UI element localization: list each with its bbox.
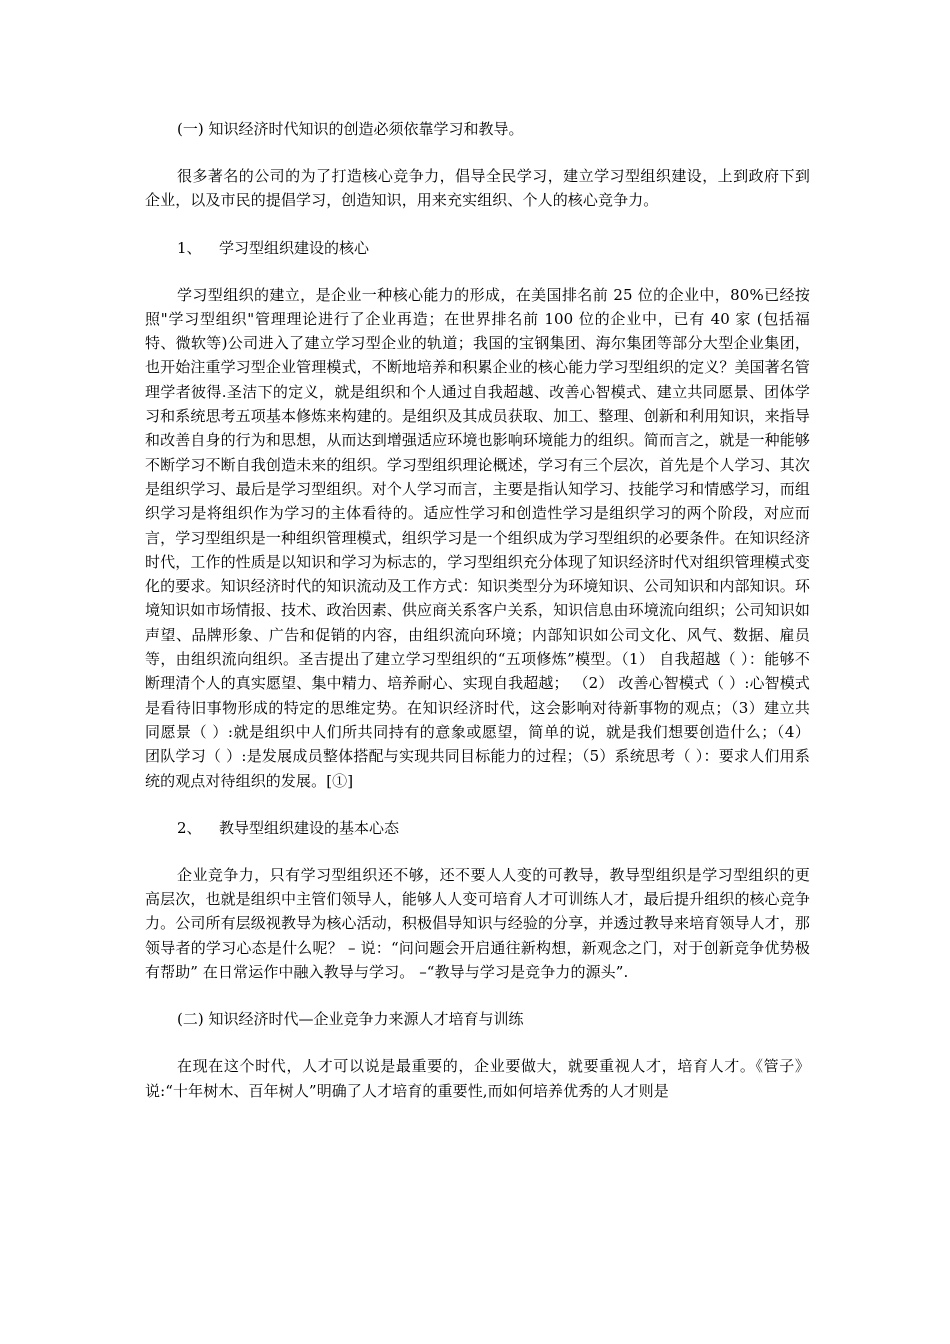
section-heading-learning-organization xyxy=(177,235,810,261)
paragraph-teaching-organization: 企业竞争力，只有学习型组织还不够，还不要人人变的可教导，教导型组织是学习型组织的更高层次，也就是组织中主管们领导人，能够人人变可培育人才可训练人才，最后提升组织的核心竞争力。公司所有层级视教导为核心活动，积极倡导知识与经验的分享，并透过教导来培育领导人才，那领导者的学习心态是什么呢？ – 说：“问问题会开启通往新构想，新观念之门，对于创新竞争优势极有帮助” 在日常运作中融入教导与学习。 –“教导与学习是竞争力的源头”. xyxy=(145,865,810,982)
heading-knowledge-creation: (一) 知识经济时代知识的创造必须依靠学习和教导。 xyxy=(177,120,524,138)
section-title: 教导型组织建设的基本心态 xyxy=(219,818,400,837)
section-number: 2、 xyxy=(177,818,202,837)
section-number: 1、 xyxy=(177,238,202,257)
paragraph-intro: 很多著名的公司的为了打造核心竞争力，倡导全民学习，建立学习型组织建设，上到政府下到企业，以及市民的提倡学习，创造知识，用来充实组织、个人的核心竞争力。 xyxy=(145,167,810,210)
section-heading-teaching-organization xyxy=(177,815,810,841)
section-title: 学习型组织建设的核心 xyxy=(219,238,370,257)
heading-talent-training: (二) 知识经济时代—企业竞争力来源人才培育与训练 xyxy=(177,1010,524,1029)
paragraph-learning-organization: 学习型组织的建立，是企业一种核心能力的形成，在美国排名前 25 位的企业中，80%已经按照"学习型组织"管理理论进行了企业再造；在世界排名前 100 位的企业中，已有 40 家 (包括福特、微软等)公司进入了建立学习型企业的轨道；我国的宝钢集团、海尔集团等部分大型企业集团，也开始注重学习型企业管理模式，不断地培养和积累企业的核心能力学习型组织的定义？美国著名管理学者彼得.圣洁下的定义，就是组织和个人通过自我超越、改善心智模式、建立共同愿景、团体学习和系统思考五项基本修炼来构建的。是组织及其成员获取、加工、整理、创新和利用知识，来指导和改善自身的行为和思想，从而达到增强适应环境也影响环境能力的组织。简而言之，就是一种能够不断学习不断自我创造未来的组织。学习型组织理论概述，学习有三个层次，首先是个人学习、其次是组织学习、最后是学习型组织。对个人学习而言，主要是指认知学习、技能学习和情感学习，而组织学习是将组织作为学习的主体看待的。适应性学习和创造性学习是组织学习的两个阶段，对应而言，学习型组织是一种组织管理模式，组织学习是一个组织成为学习型组织的必要条件。在知识经济时代，工作的性质是以知识和学习为标志的，学习型组织充分体现了知识经济时代对组织管理模式变化的要求。知识经济时代的知识流动及工作方式：知识类型分为环境知识、公司知识和内部知识。环境知识如市场情报、技术、政治因素、供应商关系客户关系，知识信息由环境流向组织；公司知识如声望、品牌形象、广告和促销的内容，由组织流向环境；内部知识如公司文化、风气、数据、雇员等，由组织流向组织。圣吉提出了建立学习型组织的“五项修炼”模型。（1） 自我超越（ ）：能够不断理清个人的真实愿望、集中精力、培养耐心、实现自我超越； （2） 改善心智模式（ ）:心智模式是看待旧事物形成的特定的思维定势。在知识经济时代，这会影响对待新事物的观点；（3）建立共同愿景（ ）:就是组织中人们所共同持有的意象或愿望，简单的说，就是我们想要创造什么；（4） 团队学习（ ）:是发展成员整体搭配与实现共同目标能力的过程；（5）系统思考（ ）：要求人们用系统的观点对待组织的发展。[①] xyxy=(145,285,810,790)
paragraph-talent: 在现在这个时代，人才可以说是最重要的，企业要做大，就要重视人才，培育人才。《管子》说:“十年树木、百年树人”明确了人才培育的重要性,而如何培养优秀的人才则是 xyxy=(145,1057,810,1100)
document-page xyxy=(145,116,810,1125)
